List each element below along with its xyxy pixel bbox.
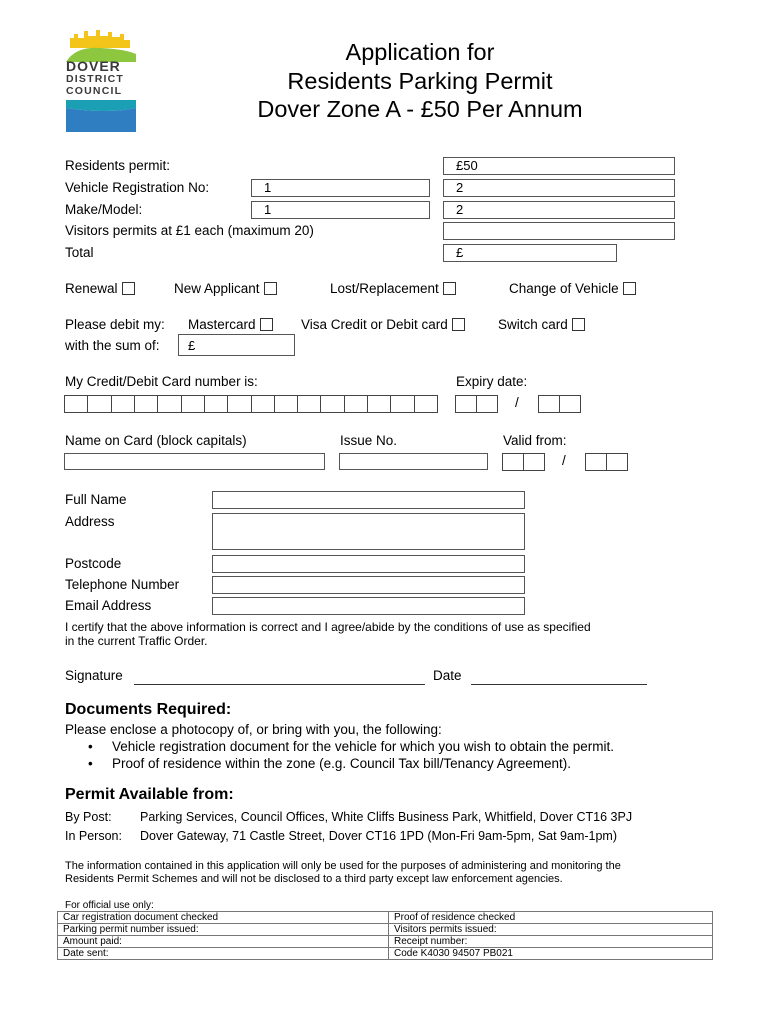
council-logo [66,28,136,132]
name-on-card-field[interactable] [64,453,325,470]
documents-bullet-2: Proof of residence within the zone (e.g. Council Tax bill/Tenancy Agreement). [112,756,571,771]
table-row [58,924,713,936]
new-applicant-checkbox[interactable] [264,282,277,295]
lost-replacement-option [330,281,456,296]
name-on-card-label: Name on Card (block capitals) [65,433,247,448]
sum-field[interactable]: £ [178,334,295,356]
mastercard-checkbox[interactable] [260,318,273,331]
change-vehicle-checkbox[interactable] [623,282,636,295]
certify-line-1: I certify that the above information is correct and I agree/abide by the conditions of use as specified [65,620,591,634]
switch-label: Switch card [498,317,568,332]
valid-from-slash: / [562,453,566,468]
sum-label: with the sum of: [65,338,160,353]
available-heading: Permit Available from: [65,786,234,803]
make-model-field-1[interactable]: 1 [251,201,430,219]
official-right-3: Receipt number: [389,936,713,948]
switch-option [498,317,585,332]
privacy-line-2: Residents Permit Schemes and will not be disclosed to a third party except law enforcement agencies. [65,873,563,885]
official-right-2: Visitors permits issued: [389,924,713,936]
address-label: Address [65,514,115,529]
new-applicant-option [174,281,277,296]
logo-line-2: DISTRICT [66,72,125,85]
full-name-field[interactable] [212,491,525,509]
title-line-1: Application for [345,39,495,65]
email-field[interactable] [212,597,525,615]
total-field[interactable]: £ [443,244,617,262]
official-left-1: Car registration document checked [58,912,389,924]
postcode-label: Postcode [65,556,122,571]
official-left-2: Parking permit number issued: [58,924,389,936]
table-row [58,936,713,948]
table-row [58,948,713,960]
title-line-3: Dover Zone A - £50 Per Annum [257,96,583,122]
residents-permit-field[interactable]: £50 [443,157,675,175]
table-row [58,912,713,924]
in-person-address: Dover Gateway, 71 Castle Street, Dover CT16 1PD (Mon-Fri 9am-5pm, Sat 9am-1pm) [140,829,618,843]
total-label: Total [65,245,94,260]
telephone-field[interactable] [212,576,525,594]
logo-line-1: DOVER [66,58,121,74]
official-right-4: Code K4030 94507 PB021 [389,948,713,960]
bullet-icon: • [88,756,93,771]
lost-replacement-label: Lost/Replacement [330,281,439,296]
date-label: Date [433,668,462,683]
make-model-field-2[interactable]: 2 [443,201,675,219]
card-number-field[interactable] [64,395,438,413]
card-number-label: My Credit/Debit Card number is: [65,374,258,389]
expiry-year-field[interactable] [538,395,581,413]
issue-label: Issue No. [340,433,398,448]
vehicle-reg-label: Vehicle Registration No: [65,180,210,195]
by-post-address: Parking Services, Council Offices, White Cliffs Business Park, Whitfield, Dover CT16 3PJ [140,810,633,824]
certify-line-2: in the current Traffic Order. [65,634,208,648]
vehicle-reg-field-1[interactable]: 1 [251,179,430,197]
vehicle-reg-field-2[interactable]: 2 [443,179,675,197]
date-line[interactable] [471,684,647,685]
privacy-notice [65,860,621,886]
lost-replacement-checkbox[interactable] [443,282,456,295]
visa-label: Visa Credit or Debit card [301,317,448,332]
visitors-permits-label: Visitors permits at £1 each (maximum 20) [65,223,314,238]
email-label: Email Address [65,598,152,613]
bullet-icon: • [88,739,93,754]
expiry-label: Expiry date: [456,374,528,389]
page-title [200,38,640,124]
issue-number-field[interactable] [339,453,488,470]
certify-text [65,620,591,648]
telephone-label: Telephone Number [65,577,180,592]
valid-from-year-field[interactable] [585,453,628,471]
signature-label: Signature [65,668,123,683]
renewal-label: Renewal [65,281,118,296]
change-vehicle-option [509,281,636,296]
official-left-3: Amount paid: [58,936,389,948]
documents-bullet-1: Vehicle registration document for the vehicle for which you wish to obtain the permit. [112,739,615,754]
valid-from-label: Valid from: [503,433,567,448]
expiry-month-field[interactable] [455,395,498,413]
sea-icon [66,100,136,134]
address-field[interactable] [212,513,525,550]
new-applicant-label: New Applicant [174,281,260,296]
visa-checkbox[interactable] [452,318,465,331]
expiry-slash: / [515,395,519,410]
official-heading: For official use only: [65,900,154,911]
title-line-2: Residents Parking Permit [287,67,553,94]
privacy-line-1: The information contained in this application will only be used for the purposes of administering and monitoring the [65,860,621,872]
switch-checkbox[interactable] [572,318,585,331]
postcode-field[interactable] [212,555,525,573]
official-right-1: Proof of residence checked [389,912,713,924]
mastercard-option [188,317,273,332]
documents-heading: Documents Required: [65,701,232,718]
change-vehicle-label: Change of Vehicle [509,281,619,296]
make-model-label: Make/Model: [65,202,143,217]
in-person-label: In Person: [65,829,122,843]
renewal-checkbox[interactable] [122,282,135,295]
official-use-table [57,911,713,960]
official-left-4: Date sent: [58,948,389,960]
logo-line-3: COUNCIL [66,85,123,97]
by-post-label: By Post: [65,810,112,824]
documents-intro: Please enclose a photocopy of, or bring with you, the following: [65,722,442,737]
valid-from-month-field[interactable] [502,453,545,471]
visitors-permits-field[interactable] [443,222,675,240]
full-name-label: Full Name [65,492,127,507]
renewal-option [65,281,135,296]
residents-permit-label: Residents permit: [65,158,171,173]
signature-line[interactable] [134,684,425,685]
mastercard-label: Mastercard [188,317,256,332]
visa-option [301,317,465,332]
debit-label: Please debit my: [65,317,165,332]
